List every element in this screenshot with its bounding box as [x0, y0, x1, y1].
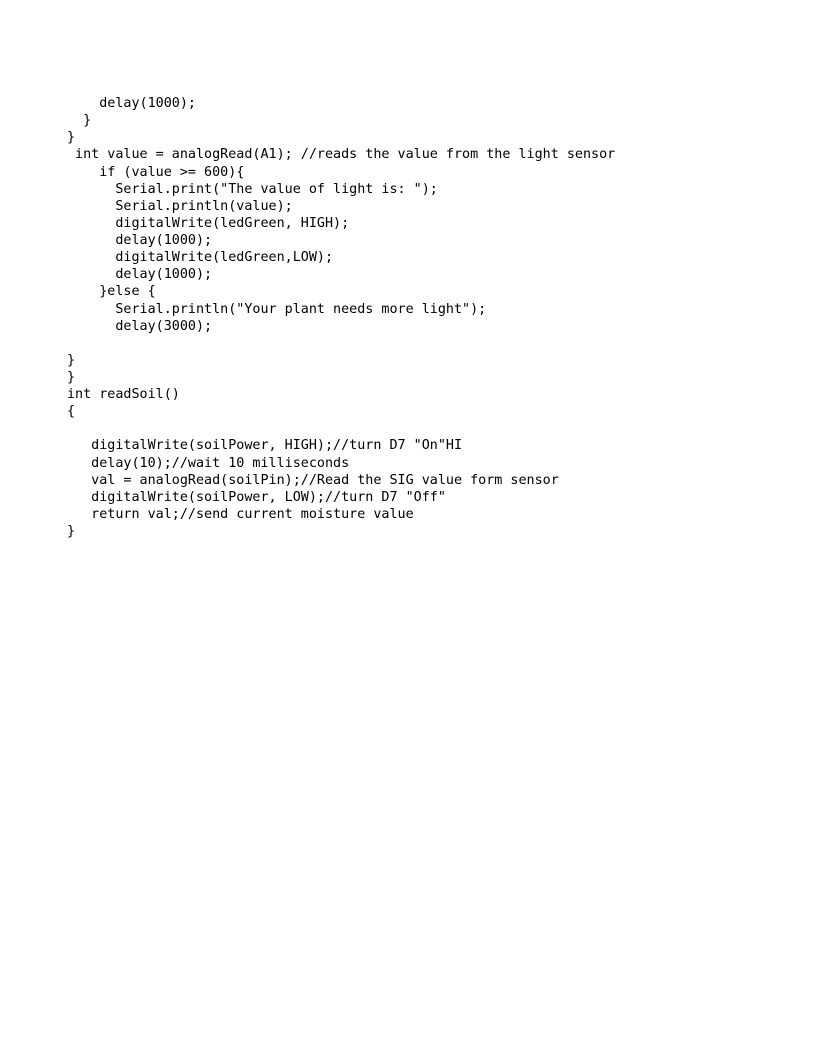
code-line: }: [67, 524, 76, 540]
code-line: int value = analogRead(A1); //reads the value from the light sensor: [67, 147, 616, 163]
code-line: }: [67, 130, 76, 146]
code-line: digitalWrite(ledGreen, HIGH);: [67, 215, 350, 231]
code-line: Serial.println("Your plant needs more light");: [67, 301, 487, 317]
code-line: delay(1000);: [67, 96, 196, 111]
code-line: }: [67, 113, 92, 129]
code-line: int readSoil(): [67, 387, 180, 403]
code-line: }: [67, 352, 76, 368]
code-line: delay(1000);: [67, 233, 213, 248]
code-line: return val;//send current moisture value: [67, 506, 414, 522]
code-line: if (value >= 600){: [67, 164, 245, 180]
code-line: Serial.print("The value of light is: ");: [67, 181, 438, 197]
code-line: digitalWrite(soilPower, HIGH);//turn D7 "On"HI: [67, 438, 463, 454]
code-line: delay(3000);: [67, 318, 213, 334]
code-line: [67, 335, 615, 352]
code-line: [67, 420, 615, 437]
code-line: val = analogRead(soilPin);//Read the SIG value form sensor: [67, 472, 559, 488]
code-line: {: [67, 404, 76, 420]
code-line: Serial.println(value);: [67, 198, 293, 214]
code-line: }else {: [67, 284, 156, 300]
code-listing: [67, 95, 615, 540]
code-line: }: [67, 369, 76, 385]
code-line: digitalWrite(ledGreen,LOW);: [67, 250, 334, 266]
code-line: delay(10);//wait 10 milliseconds: [67, 455, 350, 471]
code-line: delay(1000);: [67, 267, 213, 283]
code-line: digitalWrite(soilPower, LOW);//turn D7 "Off": [67, 489, 446, 505]
